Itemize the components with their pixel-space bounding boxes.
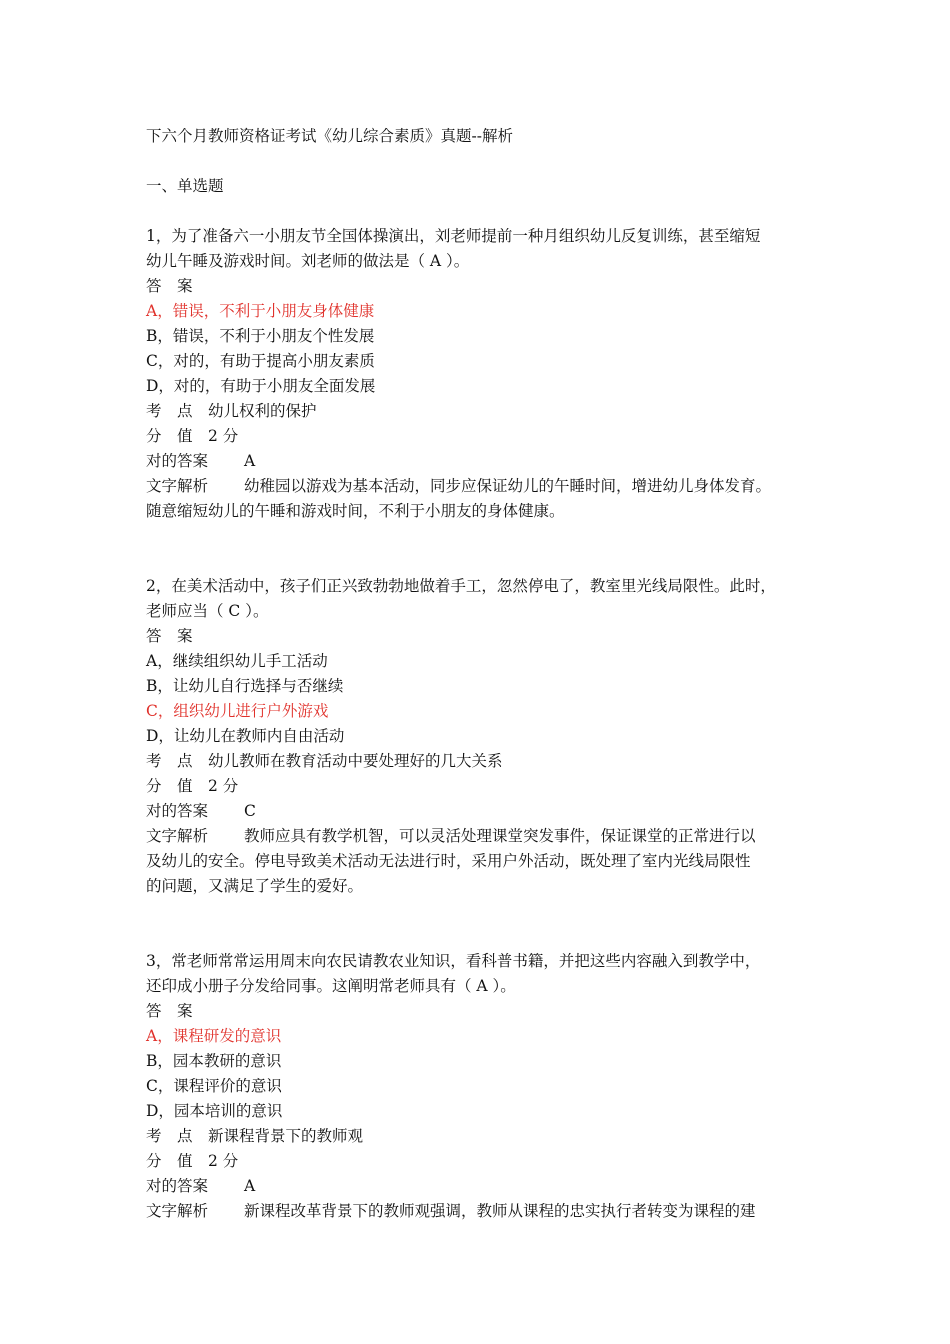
analysis-text: 的问题，又满足了学生的爱好。 [146, 877, 364, 895]
correct-answer-label: 对的答案 [146, 1177, 209, 1195]
option: C，课程评价的意识 [146, 1077, 282, 1095]
correct-answer-value: C [244, 802, 256, 820]
point-value: 新课程背景下的教师观 [208, 1127, 364, 1145]
correct-answer-row [146, 1174, 826, 1199]
option: B，园本教研的意识 [146, 1052, 282, 1070]
analysis-row [146, 824, 826, 849]
score-value: 2 分 [208, 777, 239, 795]
question-stem-line: 2，在美术活动中，孩子们正兴致勃勃地做着手工，忽然停电了，教室里光线局限性。此时， [146, 577, 776, 595]
point-row [146, 1124, 826, 1149]
analysis-row [146, 1199, 826, 1224]
analysis-label: 文字解析 [146, 1202, 209, 1220]
option: C，对的，有助于提高小朋友素质 [146, 352, 375, 370]
score-label: 分 值 [146, 1152, 193, 1170]
point-value: 幼儿权利的保护 [208, 402, 317, 420]
point-row [146, 749, 826, 774]
option: D，园本培训的意识 [146, 1102, 283, 1120]
score-row [146, 424, 826, 449]
correct-answer-value: A [244, 1177, 256, 1195]
section-heading: 一、单选题 [146, 177, 224, 195]
answer-header: 答 案 [146, 1002, 193, 1020]
option-correct: C，组织幼儿进行户外游戏 [146, 702, 329, 720]
option: B，错误，不利于小朋友个性发展 [146, 327, 375, 345]
question-1 [146, 224, 826, 524]
analysis-label: 文字解析 [146, 477, 209, 495]
analysis-text: 幼稚园以游戏为基本活动，同步应保证幼儿的午睡时间，增进幼儿身体发育。 [244, 477, 772, 495]
analysis-text: 教师应具有教学机智，可以灵活处理课堂突发事件，保证课堂的正常进行以 [244, 827, 756, 845]
point-row [146, 399, 826, 424]
analysis-label: 文字解析 [146, 827, 209, 845]
question-stem-line: 还印成小册子分发给同事。这阐明常老师具有（ A ）。 [146, 977, 516, 995]
question-3 [146, 949, 826, 1224]
analysis-text: 新课程改革背景下的教师观强调，教师从课程的忠实执行者转变为课程的建 [244, 1202, 756, 1220]
document-body [146, 124, 826, 1224]
question-2 [146, 574, 826, 899]
question-stem-line: 老师应当（ C ）。 [146, 602, 269, 620]
correct-answer-row [146, 449, 826, 474]
score-row [146, 774, 826, 799]
score-value: 2 分 [208, 1152, 239, 1170]
correct-answer-label: 对的答案 [146, 802, 209, 820]
point-label: 考 点 [146, 1127, 193, 1145]
option: B，让幼儿自行选择与否继续 [146, 677, 344, 695]
question-stem-line: 幼儿午睡及游戏时间。刘老师的做法是（ A ）。 [146, 252, 470, 270]
option: D，让幼儿在教师内自由活动 [146, 727, 345, 745]
analysis-row [146, 474, 826, 499]
analysis-text: 随意缩短幼儿的午睡和游戏时间，不利于小朋友的身体健康。 [146, 502, 565, 520]
question-stem-line: 3，常老师常常运用周末向农民请教农业知识，看科普书籍，并把这些内容融入到教学中， [146, 952, 761, 970]
score-label: 分 值 [146, 777, 193, 795]
point-label: 考 点 [146, 402, 193, 420]
answer-header: 答 案 [146, 627, 193, 645]
point-value: 幼儿教师在教育活动中要处理好的几大关系 [208, 752, 503, 770]
score-label: 分 值 [146, 427, 193, 445]
option: A，继续组织幼儿手工活动 [146, 652, 328, 670]
question-stem-line: 1，为了准备六一小朋友节全国体操演出，刘老师提前一种月组织幼儿反复训练，甚至缩短 [146, 227, 761, 245]
option-correct: A，课程研发的意识 [146, 1027, 282, 1045]
score-value: 2 分 [208, 427, 239, 445]
document-title: 下六个月教师资格证考试《幼儿综合素质》真题--解析 [146, 127, 513, 145]
option-correct: A，错误，不利于小朋友身体健康 [146, 302, 375, 320]
point-label: 考 点 [146, 752, 193, 770]
answer-header: 答 案 [146, 277, 193, 295]
option: D，对的，有助于小朋友全面发展 [146, 377, 376, 395]
correct-answer-label: 对的答案 [146, 452, 209, 470]
correct-answer-value: A [244, 452, 256, 470]
score-row [146, 1149, 826, 1174]
correct-answer-row [146, 799, 826, 824]
analysis-text: 及幼儿的安全。停电导致美术活动无法进行时，采用户外活动，既处理了室内光线局限性 [146, 852, 751, 870]
